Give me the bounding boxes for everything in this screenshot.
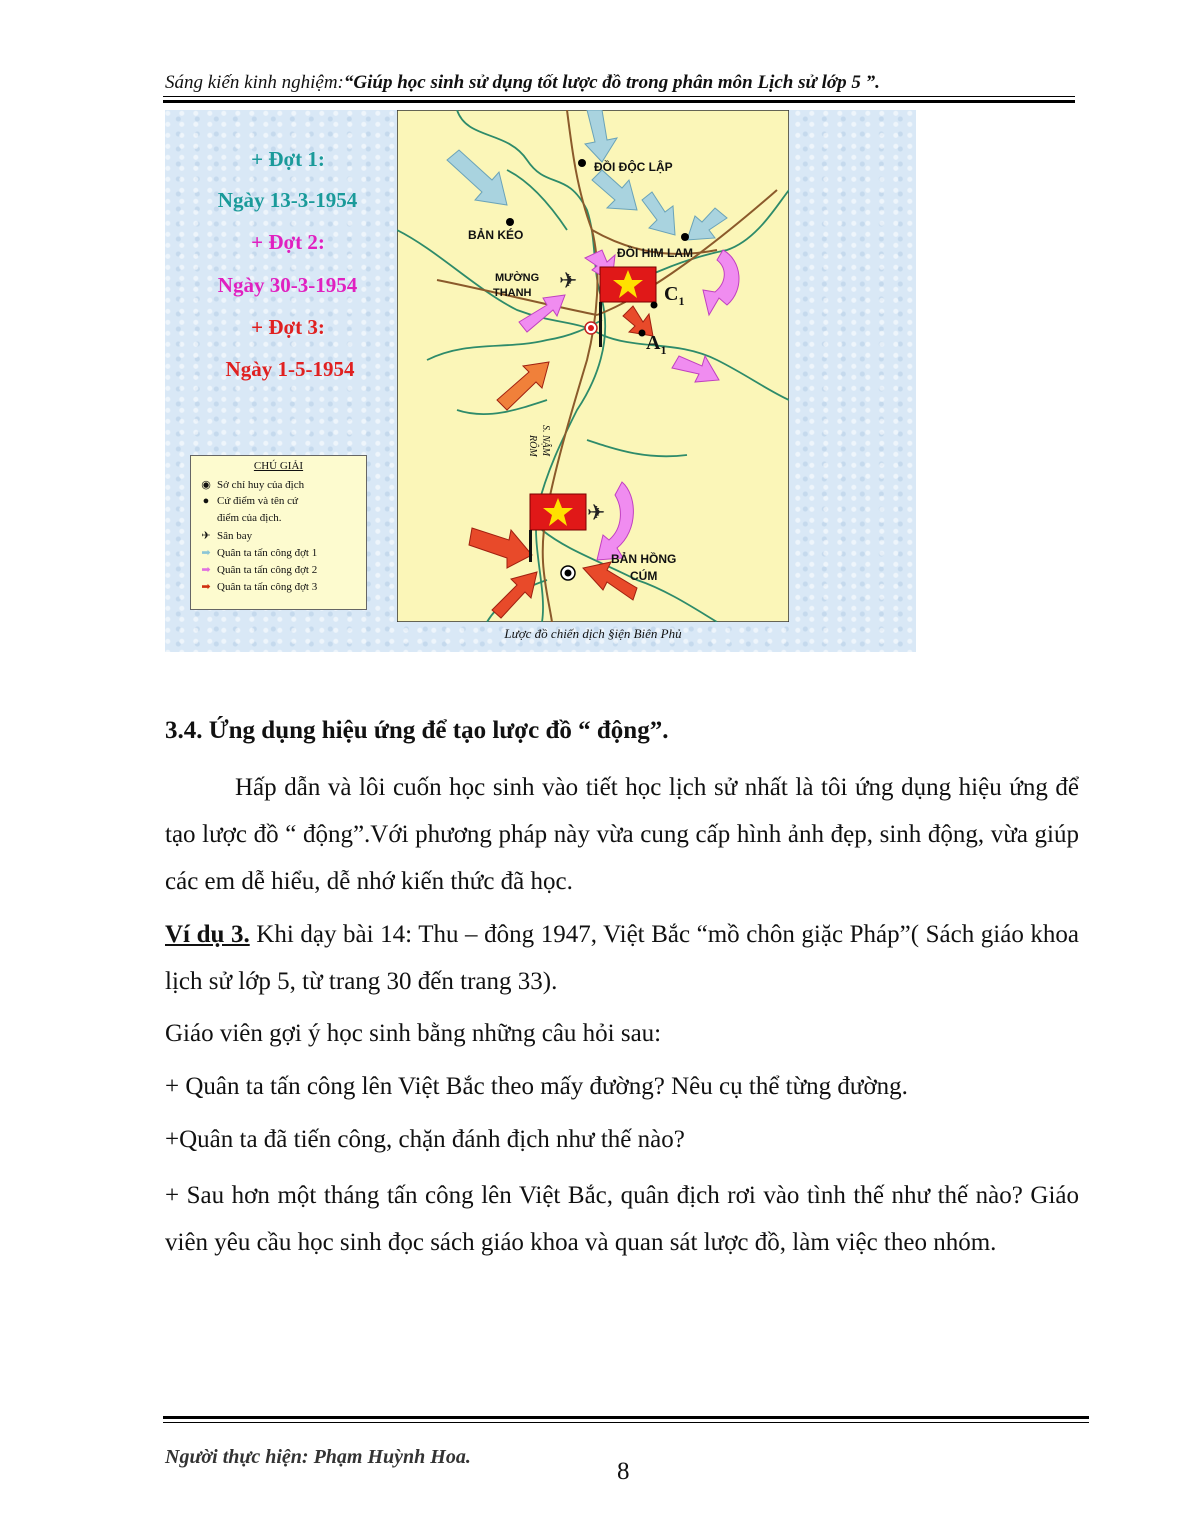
command-post-icon: ◉ <box>201 479 211 491</box>
legend-row-phase1: ➡ Quân ta tấn công đợt 1 <box>195 546 317 559</box>
footer-author: Người thực hiện: Phạm Huỳnh Hoa. <box>165 1446 471 1468</box>
legend-row-phase2: ➡ Quân ta tấn công đợt 2 <box>195 563 317 576</box>
question-1: + Quân ta tấn công lên Việt Bắc theo mấy đường? Nêu cụ thể từng đường. <box>165 1073 908 1100</box>
airfield-south-icon: ✈ <box>587 501 606 526</box>
label-river-nam-rom-1: S. NẬM <box>540 425 551 457</box>
legend-row-strongpoint: ● Cứ điểm và tên cứ <box>195 495 298 507</box>
phase-2-date: Ngày 30-3-1954 <box>217 273 358 297</box>
question-3-and-instruction: + Sau hơn một tháng tấn công lên Việt Bắc, quân địch rơi vào tình thế như thế nào? Giáo viên yêu cầu học sinh đọc sách giáo khoa và quan sát lược đồ, làm việc theo nhóm. <box>165 1182 1079 1256</box>
label-doi-doc-lap: ĐỒI ĐỘC LẬP <box>594 160 673 174</box>
strongpoint-icon: ● <box>202 495 210 507</box>
page-number: 8 <box>617 1458 630 1485</box>
map-legend <box>190 455 367 610</box>
phase-2-label: + Đợt 2: <box>251 230 325 254</box>
header-prefix: Sáng kiến kinh nghiệm: <box>165 72 344 93</box>
header-rule-thick <box>163 100 1075 103</box>
battle-map <box>397 110 789 622</box>
phase1-arrow-icon: ➡ <box>201 547 211 559</box>
label-ban-keo: BẢN KÉO <box>468 228 524 242</box>
label-doi-him-lam: ĐỒI HIM LAM <box>617 246 693 260</box>
airfield-north-icon: ✈ <box>559 269 578 294</box>
label-ban-hong-cum-1: BẢN HỒNG <box>611 552 677 566</box>
label-muong-thanh-1: MƯỜNG <box>495 272 540 284</box>
label-a1: $A_1$ <box>646 332 667 357</box>
phase3-arrow-icon: ➡ <box>201 581 211 593</box>
header-rule <box>163 96 1075 97</box>
question-intro: Giáo viên gợi ý học sinh bằng những câu hỏi sau: <box>165 1020 662 1047</box>
legend-row-phase3: ➡ Quân ta tấn công đợt 3 <box>195 580 317 593</box>
phase-1-label: + Đợt 1: <box>251 147 325 171</box>
label-c1: $C_1$ <box>664 283 685 308</box>
legend-row-airfield: ✈ Sân bay <box>195 529 252 542</box>
paragraph-example <box>165 911 1079 1005</box>
airfield-icon: ✈ <box>201 530 211 542</box>
phase2-arrow-icon: ➡ <box>201 564 211 576</box>
phase-3-label: + Đợt 3: <box>251 315 325 339</box>
phase-3-date: Ngày 1-5-1954 <box>225 357 355 381</box>
page-header <box>165 72 1085 94</box>
footer-rule <box>163 1422 1089 1423</box>
section-heading: 3.4. Ứng dụng hiệu ứng để tạo lược đồ “ động”. <box>165 717 669 744</box>
example-text: Khi dạy bài 14: Thu – đông 1947, Việt Bắc “mồ chôn giặc Pháp”( Sách giáo khoa lịch sử lớp 5, từ trang 30 đến trang 33). <box>165 921 1080 995</box>
label-river-nam-rom-2: RÔM <box>527 435 538 457</box>
question-2: +Quân ta đã tiến công, chặn đánh địch như thế nào? <box>165 1126 685 1153</box>
paragraph-intro: Hấp dẫn và lôi cuốn học sinh vào tiết học lịch sử nhất là tôi ứng dụng hiệu ứng để tạo lược đồ “ động”.Với phương pháp này vừa cung cấp hình ảnh đẹp, sinh động, vừa giúp các em dễ hiểu, dễ nhớ kiến thức đã học. <box>165 774 1079 895</box>
phase-1-date: Ngày 13-3-1954 <box>217 188 358 212</box>
example-label: Ví dụ 3. <box>165 921 250 948</box>
footer-rule-thick <box>163 1416 1089 1419</box>
legend-row-command: ◉ Sở chỉ huy của địch <box>195 478 304 491</box>
figure-caption: Lược đồ chiến dịch §iện Biên Phủ <box>504 626 682 641</box>
label-muong-thanh-2: THANH <box>493 287 532 299</box>
header-title: “Giúp học sinh sử dụng tốt lược đồ trong phân môn Lịch sử lớp 5 ”. <box>343 72 880 93</box>
legend-title: CHÚ GIẢI <box>253 460 304 472</box>
label-ban-hong-cum-2: CÚM <box>630 569 658 583</box>
legend-row-strongpoint-2: điểm của địch. <box>217 512 282 524</box>
